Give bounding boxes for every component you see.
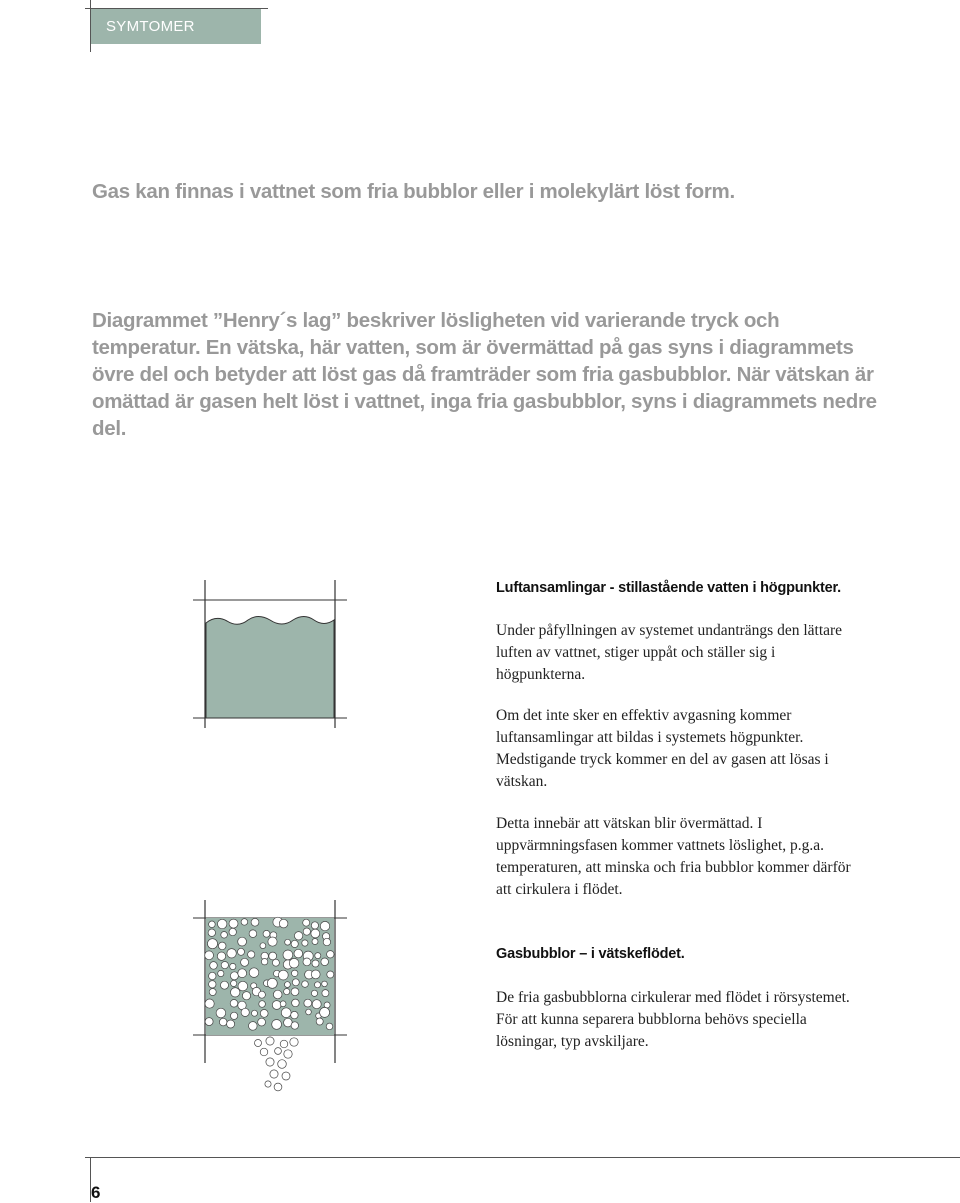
bubble: [281, 1008, 291, 1018]
bubble: [302, 940, 308, 946]
bubble: [327, 971, 334, 978]
bubble: [285, 982, 291, 988]
page-number: 6: [91, 1183, 101, 1202]
bubble: [285, 939, 291, 945]
bubble: [327, 951, 334, 958]
bubble: [275, 1048, 282, 1055]
bubble: [242, 992, 250, 1000]
bubble: [209, 981, 216, 988]
bubble: [283, 950, 293, 960]
bubble: [231, 988, 240, 997]
bubble: [205, 951, 214, 960]
bubble: [291, 1022, 298, 1029]
bubble: [238, 948, 245, 955]
bubble: [311, 970, 320, 979]
bubble: [304, 999, 312, 1007]
air-paragraph-2: Om det inte sker en effektiv avgasning kommer luftansamlingar att bildas i systemets högpunkter. Medstigande tryck kommer en del av gasen att lösas i vätskan.: [496, 707, 829, 790]
bubble: [291, 988, 299, 996]
bubble: [322, 981, 328, 987]
bubble: [270, 1070, 278, 1078]
bubble: [272, 959, 279, 966]
bubble: [292, 979, 299, 986]
bubble: [241, 1008, 249, 1016]
bubble: [217, 952, 225, 960]
bubble: [249, 968, 259, 978]
air-paragraph-3: Detta innebär att vätskan blir övermättad. I uppvärmningsfasen kommer vattnets löslighet, p.g.a. temperaturen, att minska och fria bubblor kommer därför att cirkulera i flödet.: [496, 815, 851, 898]
bubble: [272, 1001, 281, 1010]
bubble: [252, 1010, 258, 1016]
bubble: [261, 959, 267, 965]
bubble: [208, 929, 215, 936]
bubble: [279, 919, 288, 928]
bubble: [294, 949, 303, 958]
bubble: [221, 962, 228, 969]
bubble: [268, 937, 277, 946]
bubble: [209, 972, 216, 979]
bubble: [218, 970, 224, 976]
bubble: [282, 1072, 290, 1080]
bubble: [241, 919, 248, 926]
bubble: [311, 990, 317, 996]
bubble: [227, 1020, 235, 1028]
bubble: [218, 942, 226, 950]
bubble-section-heading: Gasbubblor – i vätskeflödet.: [496, 946, 685, 962]
bubble: [322, 990, 329, 997]
bubble: [266, 1058, 274, 1066]
bubble: [260, 1048, 268, 1056]
bubble: [258, 1018, 266, 1026]
bubble: [238, 937, 247, 946]
bubble: [251, 918, 259, 926]
bubble: [221, 932, 228, 939]
bubble: [266, 1037, 274, 1045]
bubble: [274, 1083, 282, 1091]
bubble: [320, 921, 329, 930]
bubble: [259, 1001, 266, 1008]
bubble: [231, 1012, 238, 1019]
air-paragraph-1: Under påfyllningen av systemet undanträngs den lättare luften av vattnet, stiger uppåt och ställer sig i högpunkterna.: [496, 622, 843, 683]
bubble: [248, 951, 255, 958]
air-pocket-container-illustration: [190, 578, 360, 728]
bubble: [292, 999, 300, 1007]
bubble: [219, 1018, 227, 1026]
bubble: [284, 989, 290, 995]
bubble: [210, 962, 218, 970]
bubble: [260, 1010, 268, 1018]
footer-rule: [85, 1157, 960, 1158]
bubble: [231, 980, 237, 986]
bubble: [284, 1050, 292, 1058]
bubble: [278, 970, 288, 980]
bubble: [260, 943, 266, 949]
bubble-paragraph: De fria gasbubblorna cirkulerar med flödet i rörsystemet. För att kunna separera bubblorna behövs speciella lösningar, typ avskiljare.: [496, 989, 850, 1050]
bubble: [241, 958, 249, 966]
bubble: [205, 999, 214, 1008]
bubble: [238, 981, 248, 991]
bubble: [320, 1007, 330, 1017]
bubble: [294, 932, 302, 940]
bubble: [221, 981, 229, 989]
bubble: [312, 1000, 321, 1009]
air-section-heading: Luftansamlingar - stillastående vatten i högpunkter.: [496, 580, 841, 596]
bubble: [229, 928, 236, 935]
bubble: [209, 921, 216, 928]
henry-paragraph: Diagrammet ”Henry´s lag” beskriver lösligheten vid varierande tryck och temperatur. En vätska, här vatten, som är övermättad på gas syns i diagrammets övre del och betyder att löst gas då framträder som fria gasbubblor. När vätskan är omättad är gasen helt löst i vattnet, inga fria gasbubblor, syns i diagrammets nedre del.: [92, 309, 877, 440]
bubble: [230, 963, 236, 969]
bubble: [230, 1000, 238, 1008]
bubble: [302, 981, 309, 988]
bubble: [249, 1022, 258, 1031]
bubble: [303, 928, 310, 935]
bubble: [303, 919, 310, 926]
bubble: [278, 1060, 287, 1069]
bubble: [218, 919, 227, 928]
bubble: [311, 922, 318, 929]
bubble: [292, 970, 298, 976]
bubble: [263, 930, 270, 937]
bubble: [209, 989, 216, 996]
bubble: [267, 978, 277, 988]
bubble: [290, 1038, 298, 1046]
bubble: [311, 929, 320, 938]
bubble: [227, 949, 236, 958]
bubble: [316, 1018, 323, 1025]
bubble: [312, 939, 318, 945]
bubble: [265, 1081, 271, 1087]
bubble: [273, 990, 282, 999]
bubble: [205, 1018, 213, 1026]
bubble: [238, 969, 247, 978]
bubble: [315, 953, 321, 959]
bubble: [326, 1023, 333, 1030]
bubble: [315, 982, 321, 988]
bubble: [249, 930, 257, 938]
bubble: [291, 1011, 298, 1018]
bubble: [216, 1008, 226, 1018]
bubble: [303, 958, 311, 966]
lead-text: Gas kan finnas i vattnet som fria bubblor eller i molekylärt löst form.: [92, 180, 735, 203]
bubble: [208, 939, 218, 949]
bubble: [255, 1040, 262, 1047]
bubble: [229, 919, 238, 928]
bubble: [306, 1009, 312, 1015]
bubble: [258, 991, 265, 998]
bubble: [272, 1020, 282, 1030]
bubble: [312, 960, 319, 967]
gas-bubbles-container-illustration: [190, 898, 360, 1108]
bubble: [280, 1001, 286, 1007]
bubble: [289, 958, 299, 968]
bubble: [280, 1040, 288, 1048]
bubble: [291, 940, 298, 947]
bubble: [230, 972, 238, 980]
bubble: [269, 952, 277, 960]
section-tab: SYMTOMER: [91, 9, 261, 44]
bubble: [323, 938, 330, 945]
bubble: [321, 958, 329, 966]
